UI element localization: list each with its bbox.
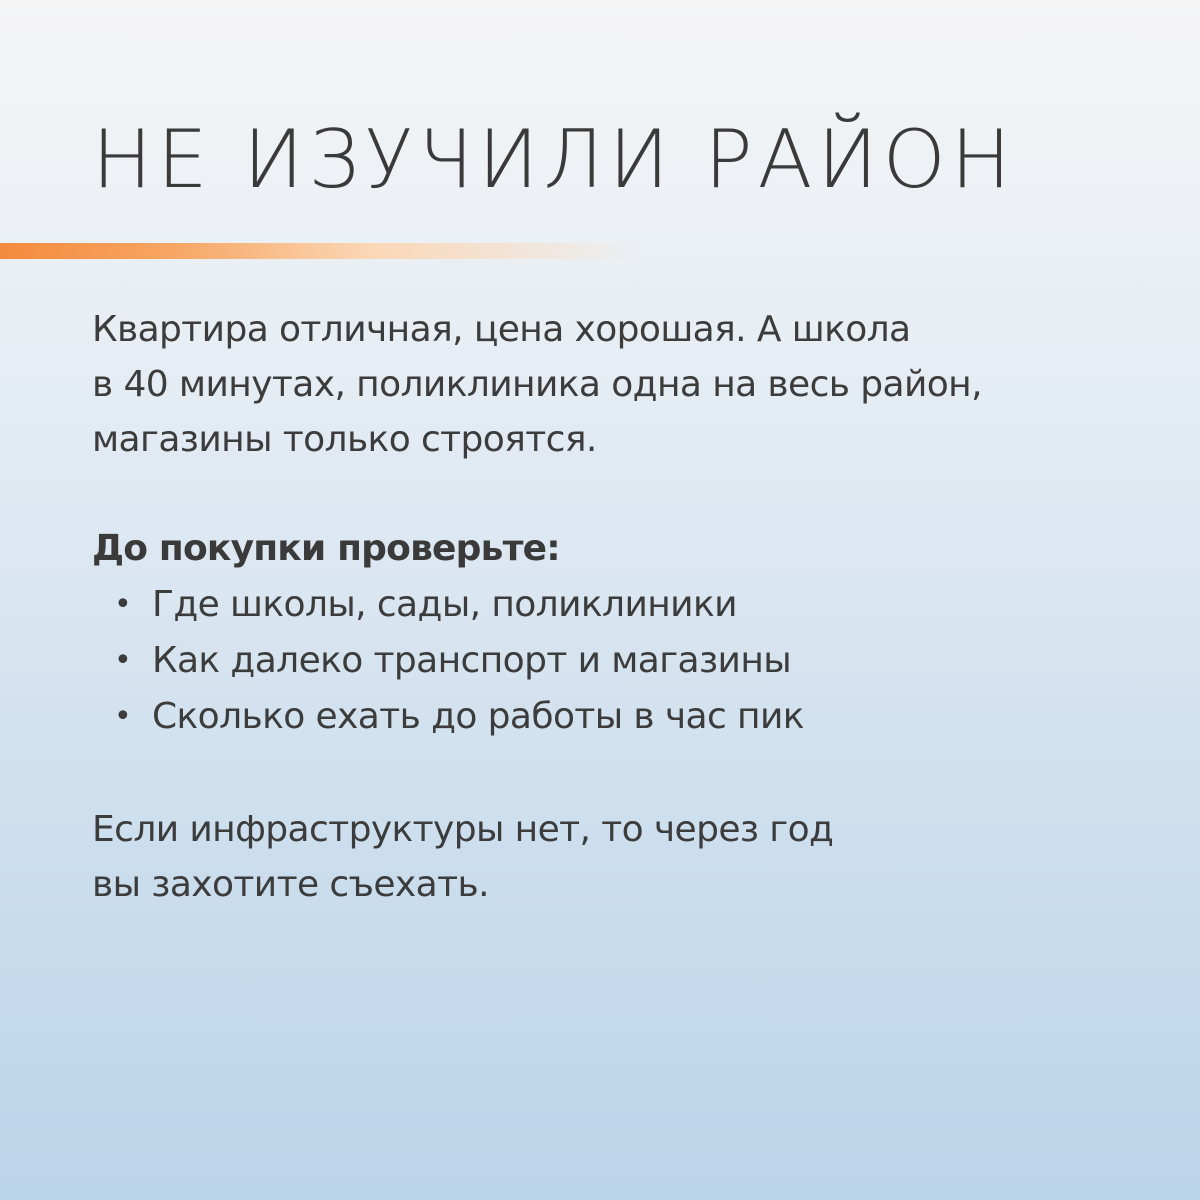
checklist-item: [92, 577, 1092, 633]
bullet-icon: •: [114, 643, 132, 678]
checklist-heading: До покупки проверьте:: [92, 528, 560, 569]
bullet-icon: •: [114, 587, 132, 622]
intro-paragraph: [92, 302, 1092, 467]
checklist-item: [92, 633, 1092, 689]
checklist: [92, 521, 1092, 745]
slide-title: НЕ ИЗУЧИЛИ РАЙОН: [92, 113, 1016, 206]
checklist-item: [92, 689, 1092, 745]
intro-line: магазины только строятся.: [92, 419, 597, 460]
checklist-items: [92, 577, 1092, 745]
bullet-icon: •: [114, 699, 132, 734]
checklist-item-text: Где школы, сады, поликлиники: [152, 584, 737, 625]
intro-line: Квартира отличная, цена хорошая. А школа: [92, 309, 911, 350]
intro-line: в 40 минутах, поликлиника одна на весь район,: [92, 364, 982, 405]
conclusion-line: вы захотите съехать.: [92, 864, 489, 905]
checklist-item-text: Как далеко транспорт и магазины: [152, 640, 792, 681]
accent-line: [0, 243, 640, 259]
checklist-item-text: Сколько ехать до работы в час пик: [152, 696, 804, 737]
conclusion-paragraph: [92, 802, 1092, 912]
conclusion-line: Если инфраструктуры нет, то через год: [92, 809, 834, 850]
